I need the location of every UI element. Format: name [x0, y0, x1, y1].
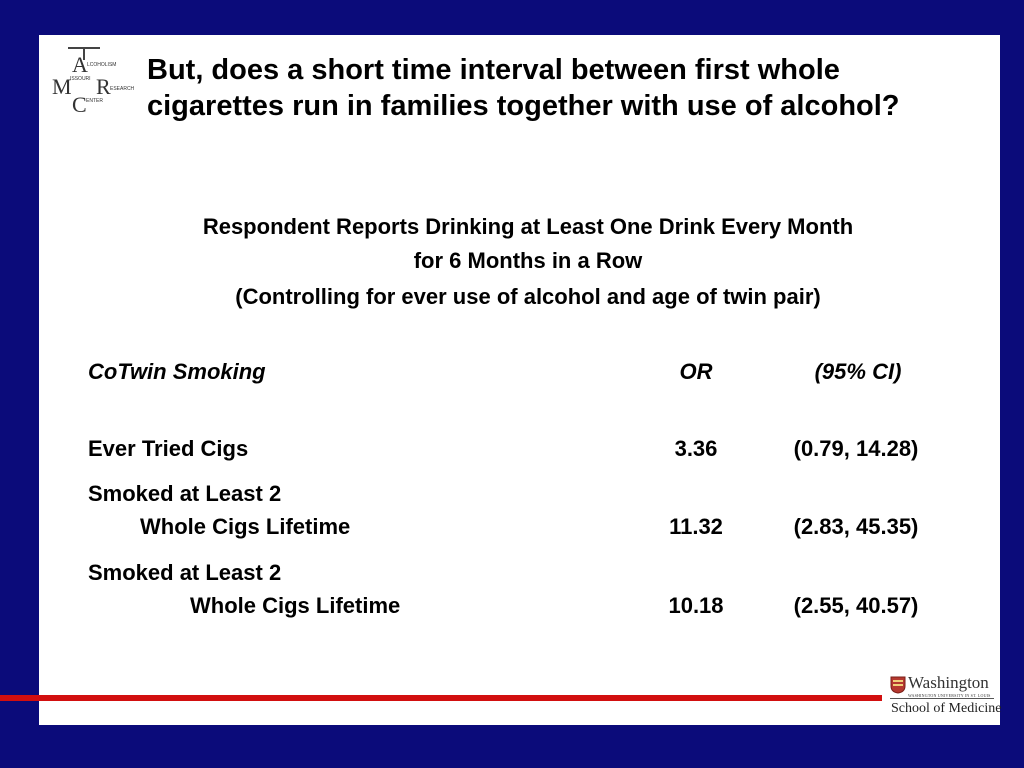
row-label-continuation: Whole Cigs Lifetime	[190, 593, 401, 618]
row-ci-value: (2.55, 40.57)	[793, 593, 919, 618]
subtitle-line-3: (Controlling for ever use of alcohol and age of twin pair)	[235, 284, 821, 309]
logo-letter-a: A	[72, 52, 88, 77]
row-label: Smoked at Least 2	[88, 560, 282, 585]
accent-divider-line	[0, 695, 882, 701]
row-or-value: 10.18	[668, 593, 724, 618]
logo-word-missouri: ISSOURI	[70, 76, 91, 82]
row-or-value: 11.32	[669, 514, 723, 539]
row-label-continuation: Whole Cigs Lifetime	[140, 514, 351, 539]
university-shield-icon	[890, 676, 906, 694]
logo-letter-r: R	[96, 74, 111, 99]
slide-title: But, does a short time interval between first whole cigarettes run in families together with use of alcohol?	[147, 54, 900, 122]
washington-wordmark: Washington	[908, 673, 989, 692]
logo-word-research: ESEARCH	[110, 86, 135, 92]
row-ci-value: (2.83, 45.35)	[793, 514, 919, 539]
logo-word-alcoholism: LCOHOLISM	[87, 62, 117, 68]
row-or-value: 3.36	[674, 436, 718, 461]
subtitle-line-2: for 6 Months in a Row	[413, 248, 643, 273]
row-ci-value: (0.79, 14.28)	[793, 436, 919, 461]
row-label: Smoked at Least 2	[88, 481, 282, 506]
logo-letter-c: C	[72, 92, 87, 117]
logo-letter-m: M	[52, 74, 72, 99]
column-header-or: OR	[679, 359, 713, 384]
column-header-cotwin-smoking: CoTwin Smoking	[88, 359, 266, 384]
amrc-logo	[50, 44, 135, 117]
column-header-ci: (95% CI)	[814, 359, 902, 384]
row-label: Ever Tried Cigs	[88, 436, 249, 461]
school-of-medicine-text: School of Medicine	[891, 701, 1002, 716]
washington-university-logo	[888, 671, 1002, 721]
university-name: WASHINGTON UNIVERSITY IN ST. LOUIS	[908, 693, 991, 698]
logo-rule	[890, 698, 994, 699]
logo-word-center: ENTER	[86, 98, 103, 104]
subtitle-line-1: Respondent Reports Drinking at Least One Drink Every Month	[202, 214, 854, 239]
